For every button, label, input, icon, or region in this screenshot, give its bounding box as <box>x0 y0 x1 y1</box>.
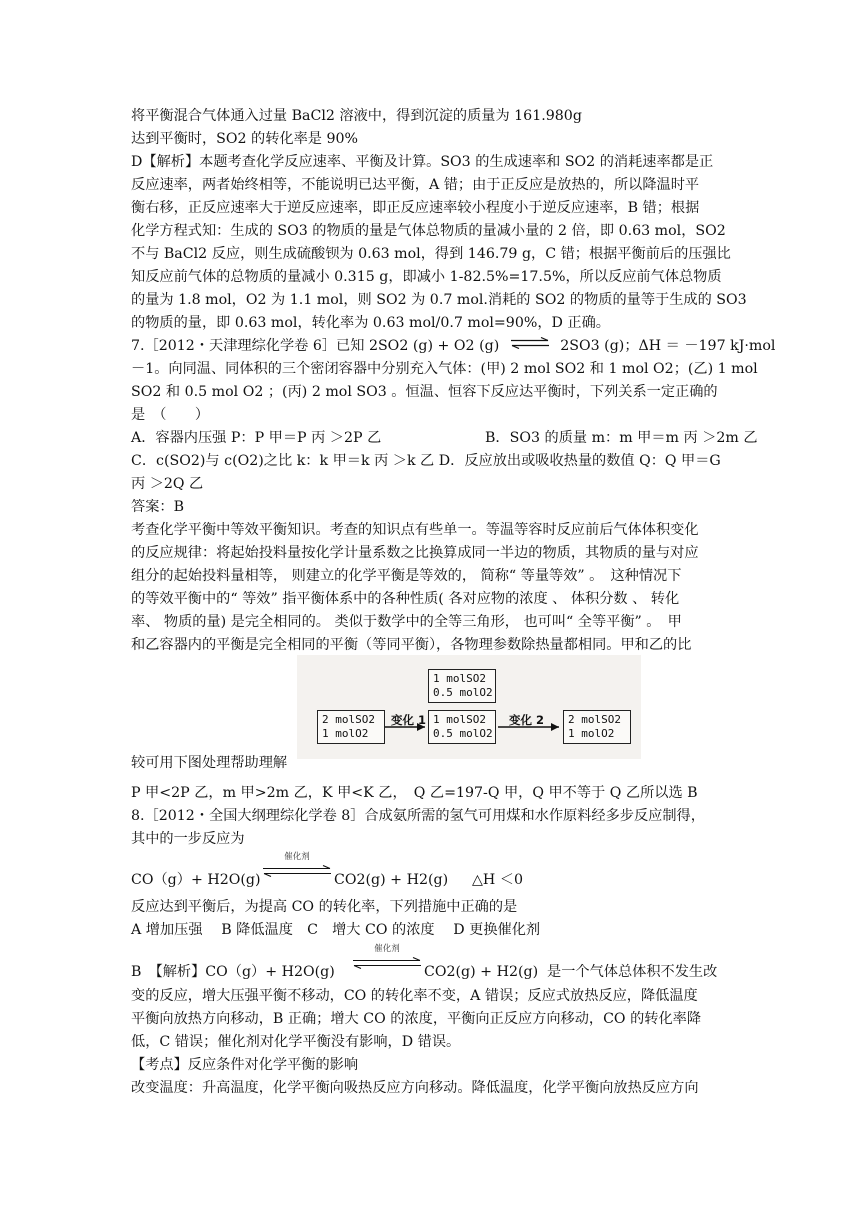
text-line: 和乙容器内的平衡是完全相同的平衡（等同平衡），各物理参数除热量都相同。甲和乙的比 <box>131 637 692 653</box>
solution-reactants: B 【解析】CO（g）+ H2O(g) <box>131 964 335 980</box>
text-line: 衡右移，正反应速率大于逆反应速率，即正反应速率较小程度小于逆反应速率，B 错；根据 <box>131 200 700 216</box>
text-line: 的等效平衡中的“ 等效” 指平衡体系中的各种性质( 各对应物的浓度 、 体积分数 、 转化 <box>131 591 680 607</box>
text-line: －1。向同温、同体积的三个密闭容器中分别充入气体：(甲) 2 mol SO2 和 1 mol O2；(乙) 1 mol <box>131 361 758 377</box>
text-line: P 甲<2P 乙，m 甲>2m 乙，K 甲<K 乙， Q 乙=197-Q 甲，Q 甲不等于 Q 乙所以选 B <box>131 785 698 801</box>
solution-note: 是一个气体总体积不发生改 <box>547 964 718 980</box>
key-point-heading: 【考点】反应条件对化学平衡的影响 <box>131 1057 359 1073</box>
text-line: D【解析】本题考查化学反应速率、平衡及计算。SO3 的生成速率和 SO2 的消耗速率都是正 <box>131 154 714 170</box>
text-line: 改变温度：升高温度，化学平衡向吸热反应方向移动。降低温度，化学平衡向放热反应方向 <box>131 1080 699 1096</box>
text-line: 低，C 错误；催化剂对化学平衡没有影响，D 错误。 <box>131 1034 461 1050</box>
reaction-products: CO2(g) + H2(g) <box>334 872 449 888</box>
text-line: 将平衡混合气体通入过量 BaCl2 溶液中，得到沉淀的质量为 161.980g <box>131 108 582 124</box>
options-line: A 增加压强 B 降低温度 C 增大 CO 的浓度 D 更换催化剂 <box>131 922 541 938</box>
equilibrium-arrow-icon <box>510 339 550 353</box>
equivalence-diagram <box>297 655 641 759</box>
diagram-label-change-2: 变化 2 <box>509 713 545 727</box>
box-split-bottom-line: 0.5 molO2 <box>433 727 493 740</box>
text-line: 平衡向放热方向移动，B 正确；增大 CO 的浓度，平衡向正反应方向移动，CO 的转化率降 <box>131 1011 702 1027</box>
text-line: 其中的一步反应为 <box>131 831 245 847</box>
box-end <box>563 710 631 744</box>
text-line: 丙 ＞2Q 乙 <box>131 476 204 492</box>
box-split-top <box>428 669 496 703</box>
box-start-line: 1 molO2 <box>322 727 369 740</box>
text-line: 达到平衡时，SO2 的转化率是 90% <box>131 131 358 147</box>
text-line: 反应达到平衡后，为提高 CO 的转化率，下列措施中正确的是 <box>131 899 518 915</box>
box-start <box>317 710 385 744</box>
option-a: A．容器内压强 P：P 甲＝P 丙 ＞2P 乙 <box>131 430 382 446</box>
solution-products: CO2(g) + H2(g) <box>424 964 539 980</box>
text-line: 的物质的量，即 0.63 mol，转化率为 0.63 mol/0.7 mol=90%，D 正确。 <box>131 315 610 331</box>
text-line: 的量为 1.8 mol，O2 为 1.1 mol，则 SO2 为 0.7 mol.消耗的 SO2 的物质的量等于生成的 SO3 <box>131 292 747 308</box>
text-line: 不与 BaCl2 反应，则生成硫酸钡为 0.63 mol，得到 146.79 g，C 错；根据平衡前后的压强比 <box>131 246 731 262</box>
option-c-d: C．c(SO2)与 c(O2)之比 k：k 甲＝k 丙 ＞k 乙 D．反应放出或吸收热量的数值 Q：Q 甲＝G <box>131 453 721 469</box>
box-split-top-line: 0.5 molO2 <box>433 686 493 699</box>
catalyst-label: 催化剂 <box>374 944 400 954</box>
text-line: 变的反应，增大压强平衡不移动，CO 的转化率不变，A 错误；反应式放热反应，降低温度 <box>131 988 698 1004</box>
text-line: 的反应规律：将起始投料量按化学计量系数之比换算成同一半边的物质，其物质的量与对应 <box>131 545 699 561</box>
reaction-reactants: CO（g）+ H2O(g) <box>131 872 261 888</box>
text-line: 反应速率，两者始终相等，不能说明已达平衡，A 错；由于正反应是放热的，所以降温时平 <box>131 177 700 193</box>
reaction-enthalpy: △H ＜0 <box>472 872 524 888</box>
option-b: B．SO3 的质量 m：m 甲＝m 丙 ＞2m 乙 <box>485 430 758 446</box>
box-end-line: 1 molO2 <box>568 727 615 740</box>
text-line: SO2 和 0.5 mol O2 ；(丙) 2 mol SO3 。恒温、恒容下反应达平衡时，下列关系一定正确的 <box>131 384 718 400</box>
text-line: 化学方程式知：生成的 SO3 的物质的量是气体总物质的量减小量的 2 倍，即 0.63 mol，SO2 <box>131 223 726 239</box>
text-line: 率、 物质的量) 是完全相同的。 类似于数学中的全等三角形， 也可叫“ 全等平衡” 。 甲 <box>131 614 682 630</box>
diagram-label-change-1: 变化 1 <box>391 713 427 727</box>
text-line: 考查化学平衡中等效平衡知识。考查的知识点有些单一。等温等容时反应前后气体体积变化 <box>131 522 699 538</box>
text-line: 知反应前气体的总物质的量减小 0.315 g，即减小 1-82.5%=17.5%，所以反应前气体总物质 <box>131 269 722 285</box>
text-line: 组分的起始投料量相等， 则建立的化学平衡是等效的， 简称“ 等量等效” 。 这种情况下 <box>131 568 682 584</box>
box-end-line: 2 molSO2 <box>568 713 621 726</box>
catalyst-arrow-icon <box>352 944 422 975</box>
answer-line: 答案：B <box>131 499 184 515</box>
equation-products: 2SO3 (g)；ΔH ＝ －197 kJ·mol <box>560 338 776 354</box>
question-8-line: 8.［2012・全国大纲理综化学卷 8］合成氨所需的氢气可用煤和水作原料经多步反应制得， <box>131 808 705 824</box>
box-start-line: 2 molSO2 <box>322 713 375 726</box>
box-split-bottom <box>428 710 496 744</box>
equation-reactants: 7.［2012・天津理综化学卷 6］已知 2SO2 (g) + O2 (g) <box>131 338 500 354</box>
text-line: 是 （ ） <box>131 407 210 423</box>
reaction-line <box>131 869 261 891</box>
question-7-line <box>131 335 775 357</box>
box-split-bottom-line: 1 molSO2 <box>433 713 486 726</box>
text-line: 较可用下图处理帮助理解 <box>131 755 288 771</box>
catalyst-arrow-icon <box>262 852 332 883</box>
catalyst-label: 催化剂 <box>284 852 310 862</box>
box-split-top-line: 1 molSO2 <box>433 672 486 685</box>
